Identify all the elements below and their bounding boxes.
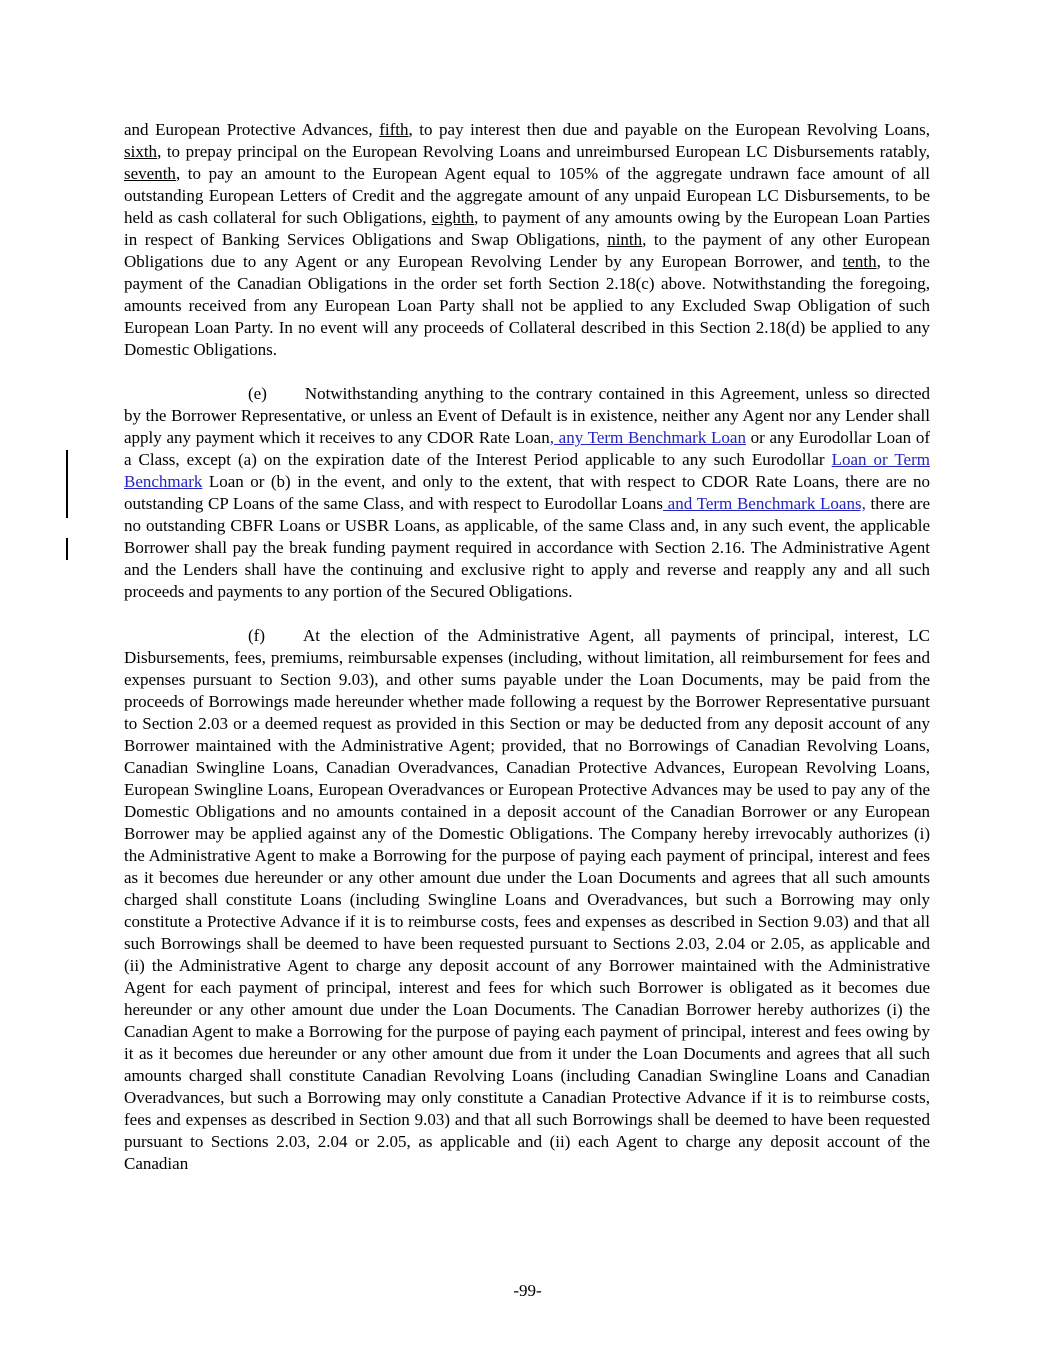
- document-body: [124, 119, 930, 1197]
- text-run: Notwithstanding anything to the contrary contained in this Agreement, unless so directed by the Borrower Representative, or unless an Event of Default is in existence, neither any Agent nor any Lender shall apply any payment which it receives to any CDOR Rate Loan: [124, 384, 930, 447]
- paragraph-clause-f: [124, 625, 930, 1175]
- text-run: or any Eurodollar Loan of a Class, except (a) on the expiration date of the Interest Period applicable to any such Eurodollar: [124, 428, 931, 469]
- underlined-text-run: tenth: [842, 252, 877, 271]
- inserted-text-run: Loan or Term Benchmark: [124, 450, 930, 491]
- change-bar: [66, 538, 68, 560]
- text-run: At the election of the Administrative Agent, all payments of principal, interest, LC Disbursements, fees, premiums, reimbursable expenses (including, without limitation, all reimbursement for fees and expenses pursuant to Section 9.03), and other sums payable under the Loan Documents, may be paid from the proceeds of Borrowings made hereunder whether made following a request by the Borrower Representative pursuant to Section 2.03 or a deemed request as provided in this Section or may be deducted from any deposit account of any Borrower maintained with the Administrative Agent; provided, that no Borrowings of Canadian Revolving Loans, Canadian Swingline Loans, Canadian Overadvances, Canadian Protective Advances, European Revolving Loans, European Swingline Loans, European Overadvances or European Protective Advances may be used to pay any of the Domestic Obligations and no amounts contained in a deposit account of the Canadian Borrower or any European Borrower may be applied against any of the Domestic Obligations. The Company hereby irrevocably authorizes (i) the Administrative Agent to make a Borrowing for the purpose of paying each payment of principal, interest and fees as it becomes due hereunder or any other amount due under the Loan Documents and agrees that all such amounts charged shall constitute Loans (including Swingline Loans and Overadvances, but such a Borrowing may only constitute a Protective Advance if it is to reimburse costs, fees and expenses as described in Section 9.03) and that all such Borrowings shall be deemed to have been requested pursuant to Sections 2.03, 2.04 or 2.05, as applicable and (ii) the Administrative Agent to charge any deposit account of any Borrower maintained with the Administrative Agent for each payment of principal, interest and fees for which such Borrower is obligated as it becomes due hereunder or any other amount due under the Loan Documents. The Canadian Borrower hereby authorizes (i) the Canadian Agent to make a Borrowing for the purpose of paying each payment of principal, interest and fees owing by it as it becomes due hereunder or any other amount due from it under the Loan Documents and agrees that all such amounts charged shall constitute Canadian Revolving Loans (including Canadian Swingline Loans and Canadian Overadvances, but such a Borrowing may only constitute a Canadian Protective Advance if it is to reimburse costs, fees and expenses as described in Section 9.03) and that all such Borrowings shall be deemed to have been requested pursuant to Sections 2.03, 2.04 or 2.05, as applicable and (ii) each Agent to charge any deposit account of the Canadian: [124, 626, 930, 1173]
- change-bar: [66, 450, 68, 518]
- underlined-text-run: eighth: [431, 208, 475, 227]
- underlined-text-run: ninth: [607, 230, 643, 249]
- text-run: , to payment of any amounts owing by the European Loan Parties in respect of Banking Services Obligations and Swap Obligations,: [124, 208, 930, 249]
- text-run: there are no outstanding CBFR Loans or USBR Loans, as applicable, of the same Class and, in any such event, the applicable Borrower shall pay the break funding payment required in accordance with Section 2.16. The Administrative Agent and the Lenders shall have the continuing and exclusive right to apply and reverse and reapply any and all such proceeds and payments to any portion of the Secured Obligations.: [124, 494, 931, 601]
- inserted-text-run: , any Term Benchmark Loan: [549, 428, 746, 447]
- text-run: , to pay an amount to the European Agent equal to 105% of the aggregate undrawn face amount of all outstanding European Letters of Credit and the aggregate amount of any unpaid European LC Disbursements, to be held as cash collateral for such Obligations,: [124, 164, 930, 227]
- underlined-text-run: seventh: [124, 164, 176, 183]
- clause-label: (f): [248, 626, 265, 645]
- text-run: , to prepay principal on the European Revolving Loans and unreimbursed European LC Disbursements ratably,: [157, 142, 930, 161]
- page-number: -99-: [513, 1281, 542, 1300]
- paragraph-clause-e: [124, 383, 930, 603]
- paragraph-waterfall: [124, 119, 930, 361]
- text-run: and European Protective Advances,: [124, 120, 380, 139]
- text-run: , to the payment of any other European Obligations due to any Agent or any European Revolving Lender by any European Borrower, and: [124, 230, 931, 271]
- text-run: , to the payment of the Canadian Obligations in the order set forth Section 2.18(c) above. Notwithstanding the foregoing, amounts received from any European Loan Party shall not be applied to any Excluded Swap Obligation of such European Loan Party. In no event will any proceeds of Collateral described in this Section 2.18(d) be applied to any Domestic Obligations.: [124, 252, 930, 359]
- inserted-text-run: and Term Benchmark Loans,: [662, 494, 866, 513]
- underlined-text-run: fifth: [379, 120, 409, 139]
- underlined-text-run: sixth: [124, 142, 158, 161]
- clause-label: (e): [248, 384, 267, 403]
- text-run: Loan or (b) in the event, and only to the extent, that with respect to CDOR Rate Loans, there are no outstanding CP Loans of the same Class, and with respect to Eurodollar Loans: [124, 472, 930, 513]
- text-run: , to pay interest then due and payable on the European Revolving Loans,: [408, 120, 930, 139]
